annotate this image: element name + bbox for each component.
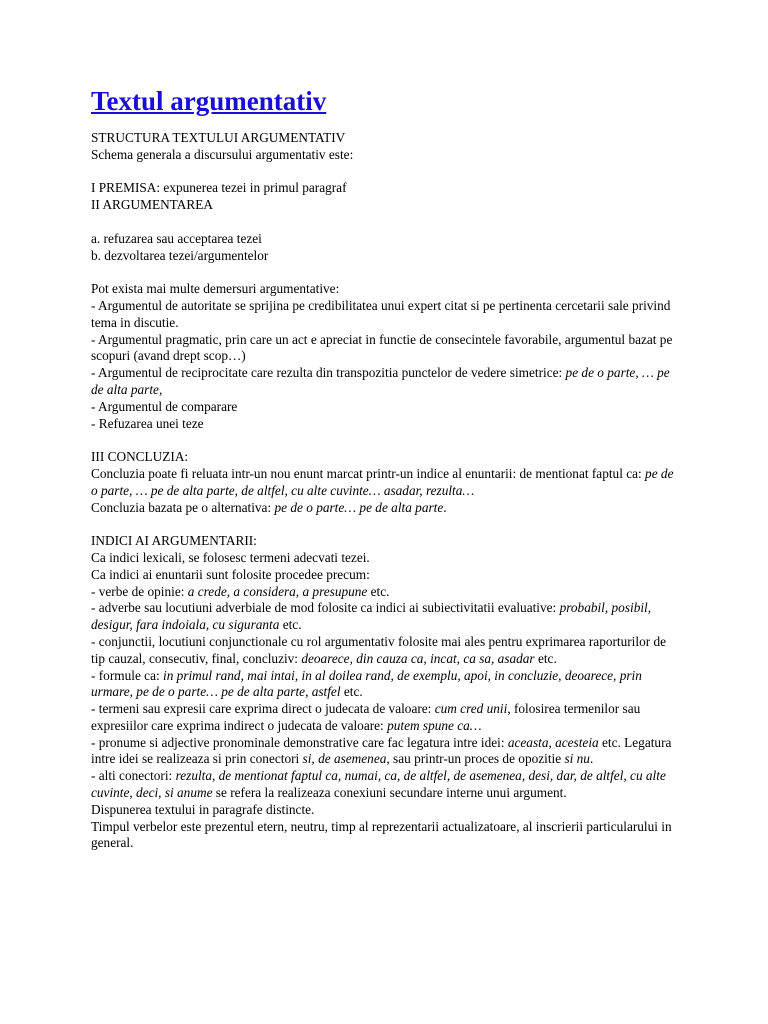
text: - verbe de opinie: — [91, 583, 188, 599]
list-item: - Argumentul pragmatic, prin care un act e apreciat in functie de consecintele favorabile, argumentul bazat pe scopuri (avand drept scop…) — [91, 331, 673, 364]
list-item: - Refuzarea unei teze — [91, 415, 204, 431]
paragraph: Pot exista mai multe demersuri argumentative: — [91, 281, 340, 297]
text: - pronume si adjective pronominale demonstrative care fac legatura intre idei: — [91, 734, 508, 750]
text: , — [158, 381, 163, 397]
italic-text: pe de o parte… pe de alta parte — [274, 499, 444, 515]
text: - adverbe sau locutiuni adverbiale de mod folosite ca indici ai subiectivitatii evaluative: — [91, 600, 560, 616]
section-heading-indices: INDICI AI ARGUMENTARII: — [91, 533, 257, 549]
text: etc. Legatura intre idei se realizeaza si prin conectori — [91, 734, 672, 767]
section-heading-structure: STRUCTURA TEXTULUI ARGUMENTATIV — [91, 130, 346, 145]
list-item — [91, 634, 681, 668]
text: etc. — [340, 684, 363, 700]
text: - alti conectori: — [91, 768, 176, 784]
paragraph: Timpul verbelor este prezentul etern, neutru, timp al reprezentarii actualizatoare, al inscrierii particularului in general. — [91, 818, 672, 851]
text: - termeni sau expresii care exprima direct o judecata de valoare: — [91, 701, 435, 717]
text: . — [443, 499, 447, 515]
section-heading-argumentation: II ARGUMENTAREA — [91, 197, 213, 213]
document-page — [91, 84, 681, 852]
paragraph: Ca indici ai enuntarii sunt folosite procedee precum: — [91, 566, 370, 582]
text: - formule ca: — [91, 667, 163, 683]
list-item — [91, 600, 681, 634]
italic-text: putem spune ca… — [387, 717, 482, 733]
section-heading-premise: I PREMISA: expunerea tezei in primul paragraf — [91, 180, 347, 196]
italic-text: deoarece, din cauza ca, incat, ca sa, asadar — [301, 650, 535, 666]
text: Concluzia bazata pe o alternativa: — [91, 499, 275, 515]
italic-text: si, de asemenea — [302, 751, 387, 767]
list-item: - Argumentul de autoritate se sprijina pe credibilitatea unui expert citat si pe pertinenta cercetarii sale privind tema in discutie. — [91, 297, 671, 330]
italic-text: in primul rand, mai intai, in al doilea rand, de exemplu, apoi, in concluzie, deoarece, prin urmare, pe de o parte… pe de alta parte, astfel — [91, 667, 642, 700]
italic-text: probabil, posibil, desigur, fara indoiala, cu siguranta — [91, 600, 652, 633]
text: etc. — [279, 617, 302, 633]
paragraph: Dispunerea textului in paragrafe distincte. — [91, 801, 315, 817]
list-item: b. dezvoltarea tezei/argumentelor — [91, 247, 269, 263]
list-item — [91, 701, 681, 735]
list-item: a. refuzarea sau acceptarea tezei — [91, 230, 262, 246]
italic-text: cum cred unii — [434, 701, 508, 717]
text: - conjunctii, locutiuni conjunctionale cu rol argumentativ folosite mai ales pentru exprimarea raporturilor de tip cauzal, consecutiv, final, concluziv: — [91, 633, 667, 666]
text: etc. — [534, 650, 557, 666]
italic-text: a crede, a considera, a presupune — [187, 583, 368, 599]
italic-text: rezulta, de mentionat faptul ca, numai, ca, de altfel, de asemenea, desi, dar, de altfel, cu alte cuvinte, deci, si anume — [91, 768, 666, 801]
italic-text: si nu — [564, 751, 590, 767]
paragraph — [91, 500, 681, 517]
document-title[interactable]: Textul argumentativ — [91, 86, 327, 116]
list-item — [91, 768, 681, 802]
list-item — [91, 584, 681, 601]
list-item — [91, 735, 681, 769]
italic-text: pe de o parte, … pe de alta parte — [91, 365, 670, 397]
list-item: - Argumentul de comparare — [91, 398, 238, 414]
italic-text: pe de o parte, … pe de alta parte, de altfel, cu alte cuvinte… asadar, rezulta… — [91, 465, 674, 498]
list-item — [91, 668, 681, 702]
list-item — [91, 365, 681, 399]
text: . — [589, 751, 594, 767]
paragraph: Ca indici lexicali, se folosesc termeni adecvati tezei. — [91, 549, 370, 565]
paragraph — [91, 466, 681, 500]
text: Concluzia poate fi reluata intr-un nou enunt marcat printr-un indice al enuntarii: de mentionat faptul ca: — [91, 465, 646, 481]
text: , folosirea termenilor sau expresiilor care exprima indirect o judecata de valoare: — [91, 701, 641, 733]
italic-text: aceasta, acesteia — [507, 734, 599, 750]
text: , sau printr-un proces de opozitie — [386, 751, 565, 767]
text: - Argumentul de reciprocitate care rezulta din transpozitia punctelor de vedere simetrice: — [91, 365, 566, 381]
text: se refera la realizeaza conexiuni secundare interne unui argument. — [212, 785, 567, 801]
text: etc. — [367, 583, 390, 599]
paragraph: Schema generala a discursului argumentativ este: — [91, 146, 354, 162]
section-heading-conclusion: III CONCLUZIA: — [91, 449, 189, 465]
